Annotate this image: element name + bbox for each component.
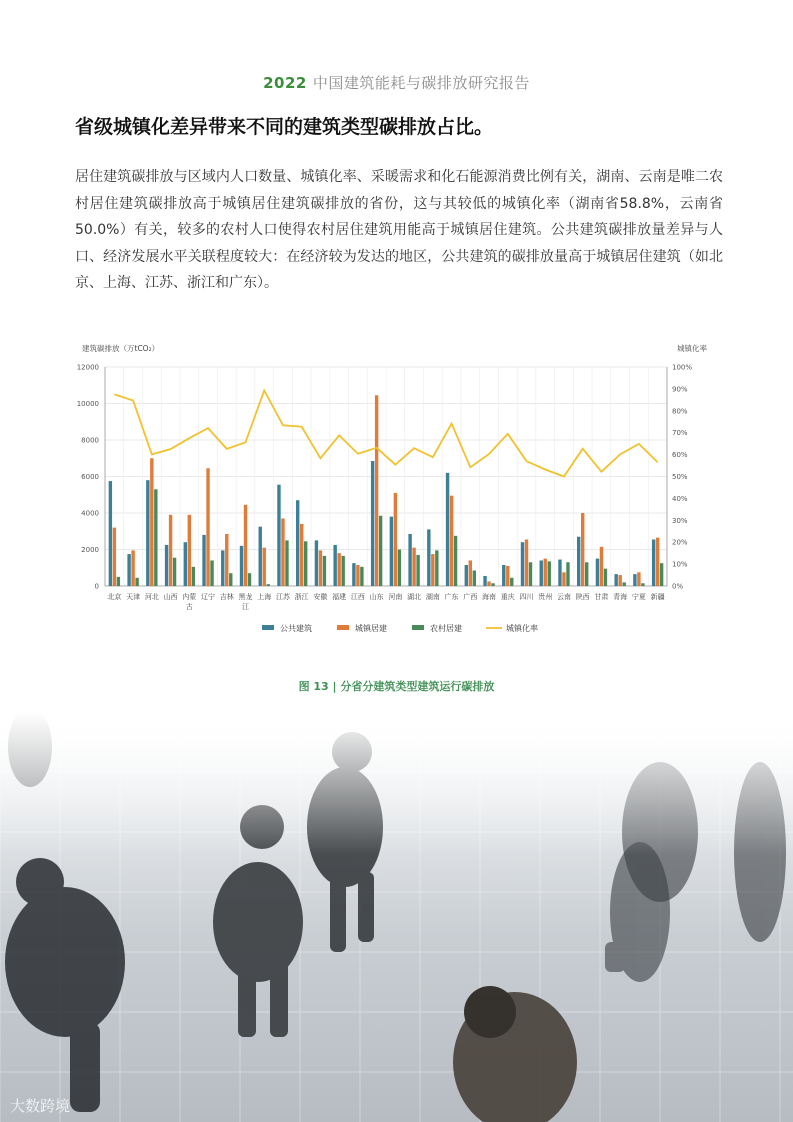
bar-urban bbox=[450, 496, 453, 586]
bar-urban bbox=[319, 550, 322, 586]
bar-urban bbox=[244, 505, 247, 586]
bar-public bbox=[127, 554, 130, 586]
bar-rural bbox=[341, 556, 344, 586]
bar-rural bbox=[585, 562, 588, 586]
x-tick-label: 海南 bbox=[482, 593, 497, 601]
bar-urban bbox=[637, 572, 640, 586]
y2-tick-label: 70% bbox=[672, 429, 688, 438]
y-tick-label: 2000 bbox=[81, 546, 99, 554]
x-tick-label: 福建 bbox=[332, 593, 347, 601]
bar-public bbox=[371, 461, 374, 586]
x-tick-label: 河南 bbox=[388, 593, 403, 601]
bar-public bbox=[446, 473, 449, 586]
crowd-photo-illustration bbox=[0, 712, 793, 1122]
bar-rural bbox=[117, 577, 120, 586]
emissions-chart bbox=[60, 335, 730, 650]
x-tick-label: 四川 bbox=[519, 593, 534, 601]
bar-public bbox=[259, 527, 262, 586]
bar-rural bbox=[435, 550, 438, 586]
bar-urban bbox=[562, 572, 565, 586]
x-tick-label: 北京 bbox=[107, 593, 122, 601]
bar-rural bbox=[566, 562, 569, 586]
crowd-photo bbox=[0, 712, 793, 1122]
bar-rural bbox=[360, 567, 363, 586]
x-tick-label: 安徽 bbox=[313, 593, 328, 601]
report-title: 中国建筑能耗与碳排放研究报告 bbox=[312, 74, 530, 92]
bar-public bbox=[596, 559, 599, 586]
bar-public bbox=[427, 529, 430, 586]
x-tick-label: 广西 bbox=[463, 593, 478, 601]
report-year: 2022 bbox=[263, 74, 307, 92]
y2-tick-label: 80% bbox=[672, 407, 688, 416]
y-tick-label: 8000 bbox=[81, 436, 99, 445]
bar-urban bbox=[656, 538, 659, 586]
figure-caption: 图 13 | 分省分建筑类型建筑运行碳排放 bbox=[298, 680, 495, 693]
bar-urban bbox=[169, 515, 172, 586]
y-tick-label: 4000 bbox=[81, 509, 99, 518]
y2-tick-label: 20% bbox=[672, 538, 688, 547]
y2-tick-label: 90% bbox=[672, 385, 688, 394]
body-paragraph: 居住建筑碳排放与区域内人口数量、城镇化率、采暖需求和化石能源消费比例有关，湖南、云南是唯二农村居住建筑碳排放高于城镇居住建筑碳排放的省份，这与其较低的城镇化率（湖南省58.8%，云南省 50.0%）有关，较多的农村人口使得农村居住建筑用能高于城镇居住建筑。公共建筑碳排放量差异与人口、经济发展水平关联程度较大：在经济较为发达的地区，公共建筑的碳排放量高于城镇居住建筑（如北京、上海、江苏、浙江和广东）。 bbox=[75, 169, 723, 291]
bar-public bbox=[315, 540, 318, 586]
x-tick-label: 宁夏 bbox=[631, 593, 646, 601]
bar-public bbox=[221, 550, 224, 586]
x-tick-label: 山西 bbox=[163, 593, 178, 601]
bar-rural bbox=[548, 561, 551, 586]
y2-tick-label: 60% bbox=[672, 451, 688, 460]
bar-rural bbox=[622, 582, 625, 586]
bar-public bbox=[296, 500, 299, 586]
bar-rural bbox=[491, 583, 494, 586]
x-tick-label: 湖北 bbox=[407, 593, 422, 601]
y-tick-label: 10000 bbox=[76, 400, 99, 408]
bar-rural bbox=[154, 489, 157, 586]
x-tick-label: 上海 bbox=[257, 593, 272, 601]
bar-urban bbox=[506, 566, 509, 586]
y-axis-title-right: 城镇化率 bbox=[677, 344, 707, 353]
y2-tick-label: 30% bbox=[672, 516, 688, 525]
bar-rural bbox=[192, 567, 195, 586]
bar-rural bbox=[604, 569, 607, 586]
bar-public bbox=[502, 565, 505, 586]
bar-public bbox=[408, 534, 411, 586]
bar-urban bbox=[337, 553, 340, 586]
legend-swatch bbox=[262, 625, 274, 630]
bar-rural bbox=[529, 562, 532, 586]
bar-rural bbox=[398, 550, 401, 587]
bar-public bbox=[184, 542, 187, 586]
x-tick-label: 新疆 bbox=[650, 593, 665, 601]
watermark-text: 大数跨境 bbox=[10, 1097, 71, 1115]
x-tick-label: 甘肃 bbox=[594, 593, 609, 601]
x-tick-label: 吉林 bbox=[219, 593, 234, 601]
bar-rural bbox=[248, 573, 251, 586]
legend-label: 公共建筑 bbox=[280, 624, 312, 633]
legend-swatch bbox=[337, 625, 349, 630]
bar-rural bbox=[135, 578, 138, 586]
bar-public bbox=[390, 517, 393, 586]
report-header bbox=[0, 72, 793, 93]
x-tick-label: 湖南 bbox=[425, 593, 440, 601]
y-tick-label: 0 bbox=[94, 582, 99, 591]
x-tick-label: 辽宁 bbox=[201, 593, 216, 601]
y2-tick-label: 100% bbox=[672, 363, 693, 372]
bar-rural bbox=[416, 555, 419, 586]
bar-public bbox=[540, 560, 543, 586]
section-headline: 省级城镇化差异带来不同的建筑类型碳排放占比。 bbox=[75, 116, 494, 138]
x-tick-label: 内蒙 bbox=[182, 593, 197, 601]
bar-urban bbox=[131, 550, 134, 586]
bar-urban bbox=[618, 575, 621, 586]
bar-urban bbox=[600, 547, 603, 586]
bar-public bbox=[277, 485, 280, 586]
bar-public bbox=[465, 565, 468, 586]
legend-swatch bbox=[412, 625, 424, 630]
x-tick-label: 天津 bbox=[126, 593, 141, 601]
bar-rural bbox=[267, 584, 270, 586]
bar-urban bbox=[394, 493, 397, 586]
bar-urban bbox=[206, 468, 209, 586]
bar-urban bbox=[150, 458, 153, 586]
bar-public bbox=[483, 576, 486, 586]
legend-label: 城镇化率 bbox=[506, 624, 538, 633]
x-tick-label: 青海 bbox=[613, 593, 628, 601]
bar-urban bbox=[525, 539, 528, 586]
legend-label: 农村居建 bbox=[430, 624, 462, 633]
bar-rural bbox=[304, 541, 307, 586]
x-tick-label: 江西 bbox=[350, 593, 365, 601]
bar-urban bbox=[113, 528, 116, 586]
bar-urban bbox=[281, 518, 284, 586]
bar-urban bbox=[188, 515, 191, 586]
y-axis-title-left: 建筑碳排放（万tCO₂） bbox=[82, 344, 160, 353]
legend-label: 城镇居建 bbox=[355, 624, 387, 633]
x-tick-label: 黑龙 bbox=[238, 593, 253, 601]
x-tick-label: 云南 bbox=[556, 593, 571, 601]
x-tick-label: 陕西 bbox=[575, 593, 590, 601]
x-tick-label: 河北 bbox=[144, 593, 159, 601]
bar-rural bbox=[173, 558, 176, 586]
bar-urban bbox=[356, 565, 359, 586]
y-tick-label: 12000 bbox=[76, 363, 99, 372]
bar-public bbox=[652, 539, 655, 586]
bar-public bbox=[558, 560, 561, 586]
bar-public bbox=[333, 545, 336, 586]
bar-rural bbox=[323, 556, 326, 586]
bar-urban bbox=[487, 581, 490, 586]
bar-public bbox=[521, 542, 524, 586]
x-tick-label-cont: 江 bbox=[242, 603, 249, 611]
bar-public bbox=[633, 574, 636, 586]
bar-public bbox=[577, 537, 580, 586]
bar-public bbox=[240, 546, 243, 586]
y-tick-label: 6000 bbox=[81, 473, 99, 481]
bar-rural bbox=[510, 578, 513, 586]
bar-public bbox=[109, 481, 112, 586]
bar-urban bbox=[300, 524, 303, 586]
x-tick-label: 贵州 bbox=[538, 593, 553, 601]
bar-urban bbox=[375, 395, 378, 586]
x-tick-label-cont: 古 bbox=[185, 603, 193, 611]
bar-public bbox=[614, 574, 617, 586]
bar-urban bbox=[263, 548, 266, 586]
x-tick-label: 广东 bbox=[444, 593, 459, 601]
bar-urban bbox=[469, 560, 472, 586]
bar-rural bbox=[379, 516, 382, 586]
bar-urban bbox=[412, 548, 415, 586]
x-tick-label: 重庆 bbox=[500, 593, 515, 601]
y2-tick-label: 0% bbox=[672, 582, 684, 591]
bar-rural bbox=[229, 573, 232, 586]
x-tick-label: 山东 bbox=[369, 593, 384, 601]
bar-public bbox=[165, 545, 168, 586]
bar-public bbox=[352, 563, 355, 586]
bar-rural bbox=[641, 583, 644, 586]
y2-tick-label: 10% bbox=[672, 560, 688, 569]
x-tick-label: 浙江 bbox=[294, 593, 309, 601]
y2-tick-label: 50% bbox=[672, 473, 688, 481]
y2-tick-label: 40% bbox=[672, 494, 688, 503]
bar-public bbox=[146, 480, 149, 586]
bar-rural bbox=[473, 570, 476, 586]
bar-urban bbox=[544, 559, 547, 586]
bar-public bbox=[202, 535, 205, 586]
bar-rural bbox=[210, 560, 213, 586]
bar-urban bbox=[225, 534, 228, 586]
bar-rural bbox=[454, 536, 457, 586]
x-tick-label: 江苏 bbox=[275, 593, 290, 601]
bar-rural bbox=[660, 563, 663, 586]
bar-urban bbox=[581, 513, 584, 586]
bar-urban bbox=[431, 554, 434, 586]
bar-rural bbox=[285, 540, 288, 586]
